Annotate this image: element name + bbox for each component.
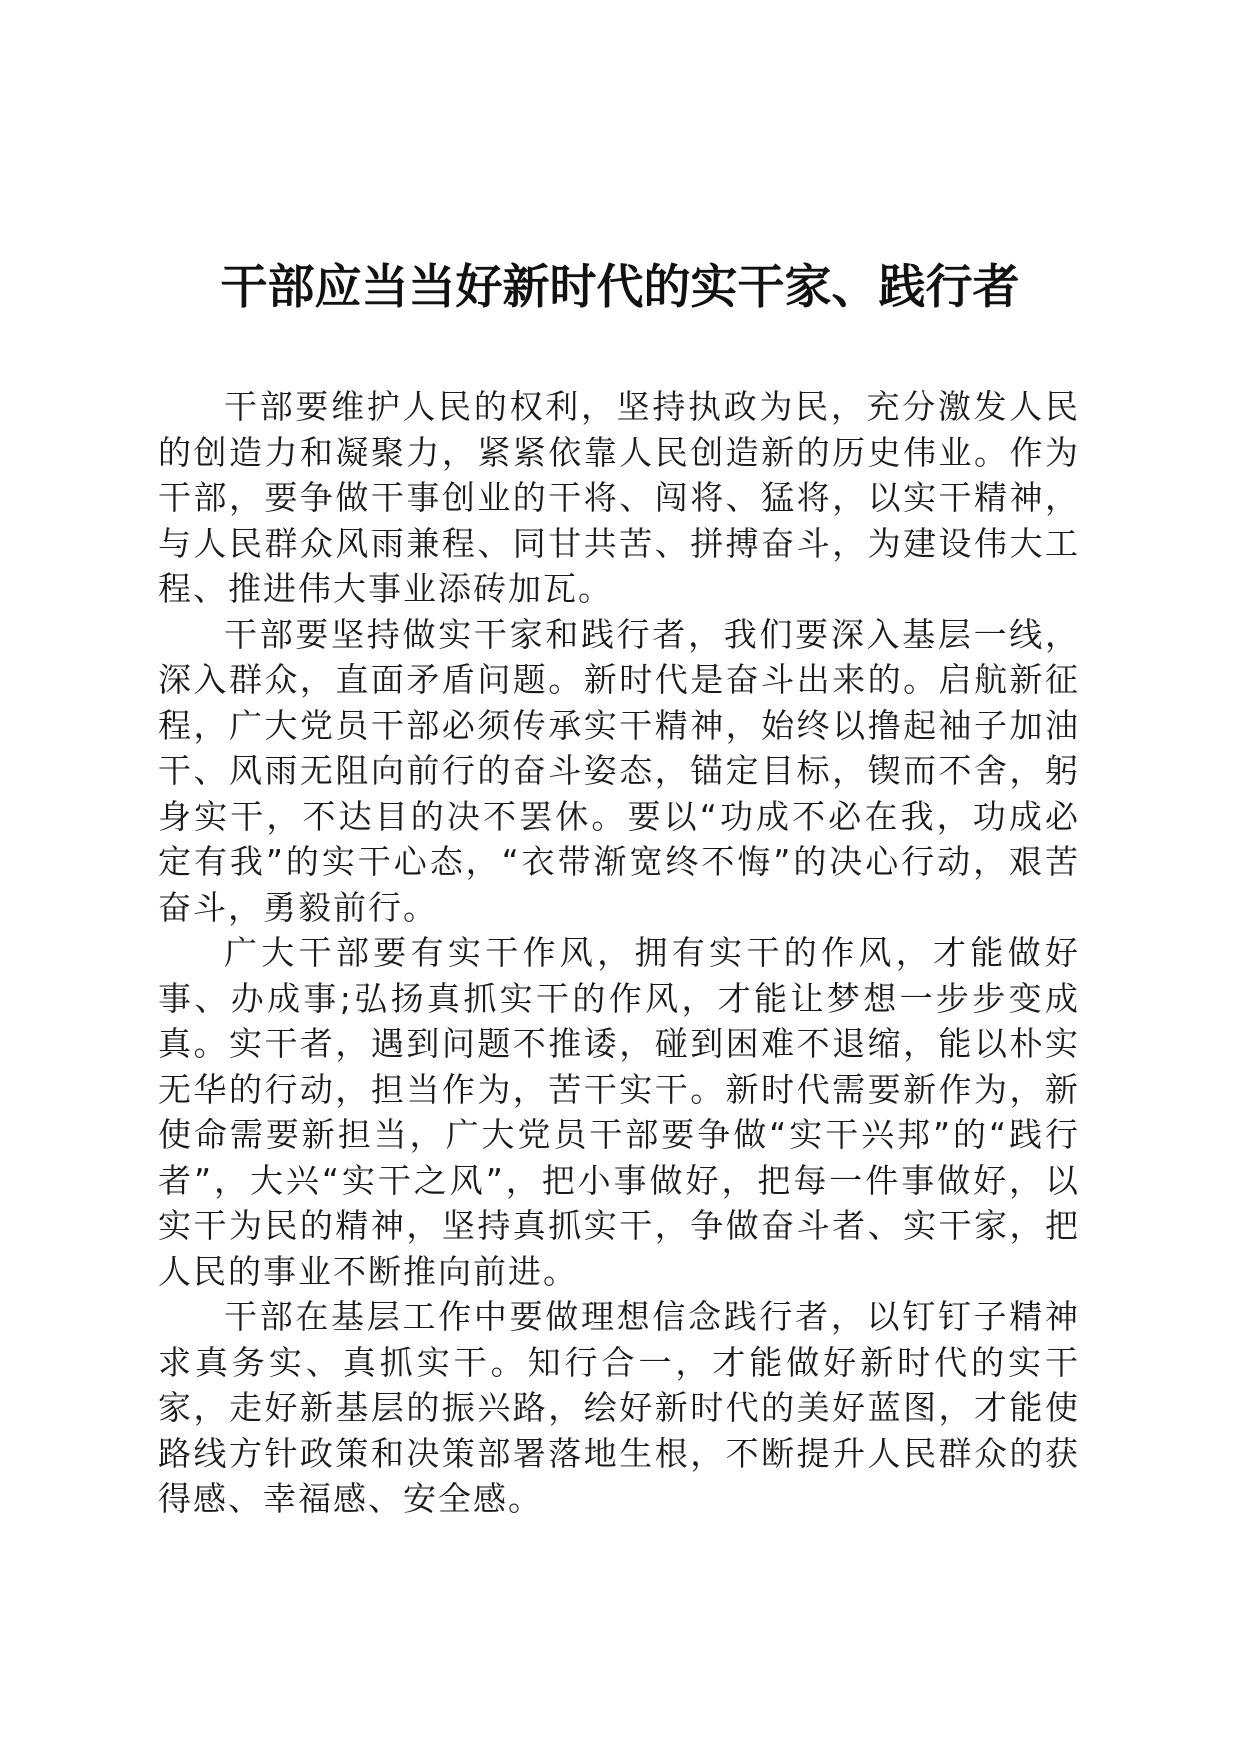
paragraph-1: 干部要维护人民的权利，坚持执政为民，充分激发人民的创造力和凝聚力，紧紧依靠人民创造新的历史伟业。作为干部，要争做干事创业的干将、闯将、猛将，以实干精神，与人民群众风雨兼程、同甘共苦、拼搏奋斗，为建设伟大工程、推进伟大事业添砖加瓦。 bbox=[158, 387, 1080, 608]
document-title: 干部应当当好新时代的实干家、践行者 bbox=[220, 260, 1020, 315]
document-body bbox=[158, 384, 1080, 1522]
paragraph-2: 干部要坚持做实干家和践行者，我们要深入基层一线，深入群众，直面矛盾问题。新时代是奋斗出来的。启航新征程，广大党员干部必须传承实干精神，始终以撸起袖子加油干、风雨无阻向前行的奋斗姿态，锚定目标，锲而不舍，躬身实干，不达目的决不罢休。要以“功成不必在我，功成必定有我”的实干心态，“衣带渐宽终不悔”的决心行动，艰苦奋斗，勇毅前行。 bbox=[158, 614, 1080, 927]
paragraph-4: 干部在基层工作中要做理想信念践行者，以钉钉子精神求真务实、真抓实干。知行合一，才能做好新时代的实干家，走好新基层的振兴路，绘好新时代的美好蓝图，才能使路线方针政策和决策部署落地生根，不断提升人民群众的获得感、幸福感、安全感。 bbox=[158, 1297, 1080, 1518]
paragraph-3: 广大干部要有实干作风，拥有实干的作风，才能做好事、办成事;弘扬真抓实干的作风，才能让梦想一步步变成真。实干者，遇到问题不推诿，碰到困难不退缩，能以朴实无华的行动，担当作为，苦干实干。新时代需要新作为，新使命需要新担当，广大党员干部要争做“实干兴邦”的“践行者”，大兴“实干之风”，把小事做好，把每一件事做好，以实干为民的精神，坚持真抓实干，争做奋斗者、实干家，把人民的事业不断推向前进。 bbox=[158, 933, 1080, 1291]
